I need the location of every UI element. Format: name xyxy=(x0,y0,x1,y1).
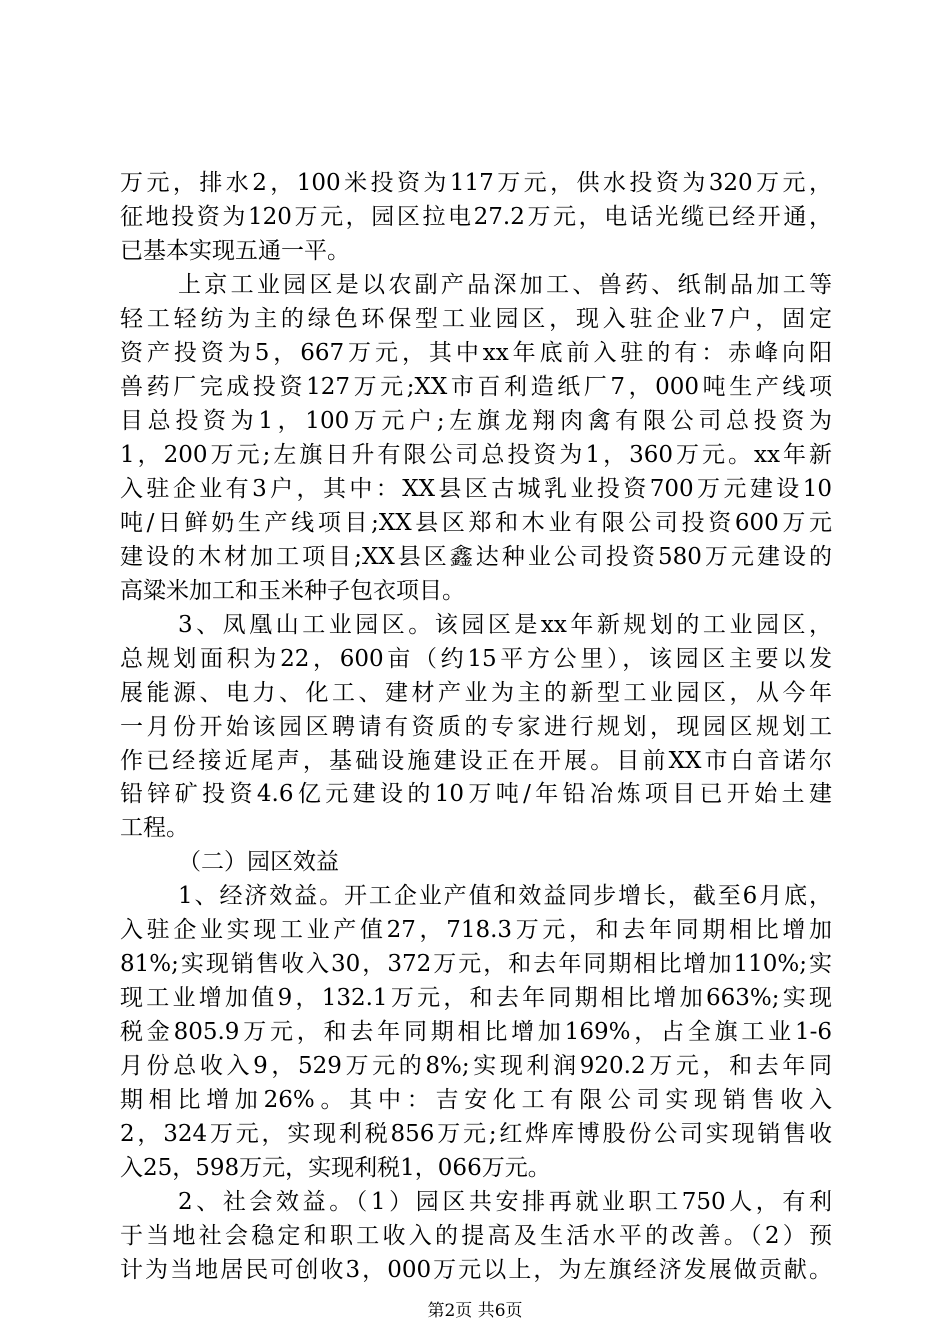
text-line-content: 吨/日鲜奶生产线项目;XX县区郑和木业有限公司投资600万元 xyxy=(120,510,832,536)
text-line-content: 1，200万元;左旗日升有限公司总投资为1，360万元。xx年新 xyxy=(120,442,832,468)
text-line xyxy=(0,641,950,677)
text-line-content: 征地投资为120万元，园区拉电27.2万元，电话光缆已经开通， xyxy=(120,204,832,230)
text-line-content: 展能源、电力、化工、建材产业为主的新型工业园区，从今年 xyxy=(120,680,832,706)
text-line xyxy=(0,912,950,948)
text-line-content: 高粱米加工和玉米种子包衣项目。 xyxy=(120,578,465,604)
text-line xyxy=(0,607,950,643)
text-line xyxy=(0,810,950,846)
text-line xyxy=(0,844,950,880)
text-line xyxy=(0,980,950,1016)
text-line xyxy=(0,1218,950,1254)
text-line-content: 兽药厂完成投资127万元;XX市百利造纸厂7，000吨生产线项 xyxy=(120,374,832,400)
text-line-content: 现工业增加值9，132.1万元，和去年同期相比增加663%;实现 xyxy=(120,985,832,1011)
text-line-content: 1、经济效益。开工企业产值和效益同步增长，截至6月底， xyxy=(178,883,832,909)
text-line-content: 建设的木材加工项目;XX县区鑫达种业公司投资580万元建设的 xyxy=(120,544,832,570)
text-line xyxy=(0,946,950,982)
text-line xyxy=(0,233,950,269)
text-line-content: 入25，598万元，实现利税1，066万元。 xyxy=(120,1155,551,1181)
text-line-content: 万元，排水2，100米投资为117万元，供水投资为320万元， xyxy=(120,170,832,196)
text-line-content: 资产投资为5，667万元，其中xx年底前入驻的有：赤峰向阳 xyxy=(120,340,832,366)
text-line-content: 入驻企业实现工业产值27，718.3万元，和去年同期相比增加 xyxy=(120,917,832,943)
text-line-content: 轻工轻纺为主的绿色环保型工业园区，现入驻企业7户，固定 xyxy=(120,306,832,332)
text-line-content: 2，324万元，实现利税856万元;红烨库博股份公司实现销售收 xyxy=(120,1121,832,1147)
text-line-content: 3、凤凰山工业园区。该园区是xx年新规划的工业园区， xyxy=(178,612,832,638)
text-line xyxy=(0,471,950,507)
text-line-content: 81%;实现销售收入30，372万元，和去年同期相比增加110%;实 xyxy=(120,951,832,977)
text-line xyxy=(0,437,950,473)
text-line xyxy=(0,301,950,337)
text-line-content: 税金805.9万元，和去年同期相比增加169%，占全旗工业1-6 xyxy=(120,1019,832,1045)
text-line xyxy=(0,1150,950,1186)
text-line xyxy=(0,1014,950,1050)
text-line xyxy=(0,675,950,711)
text-line-content: 入驻企业有3户，其中：XX县区古城乳业投资700万元建设10 xyxy=(120,476,832,502)
text-line-content: 总规划面积为22，600亩（约15平方公里），该园区主要以发 xyxy=(120,646,832,672)
text-line-content: 期相比增加26%。其中：吉安化工有限公司实现销售收入 xyxy=(120,1087,832,1113)
text-line xyxy=(0,539,950,575)
text-line xyxy=(0,1116,950,1152)
text-line xyxy=(0,1252,950,1288)
text-line xyxy=(0,573,950,609)
text-line-content: 于当地社会稳定和职工收入的提高及生活水平的改善。（2）预 xyxy=(120,1223,832,1249)
text-line xyxy=(0,165,950,201)
text-line xyxy=(0,776,950,812)
text-line xyxy=(0,267,950,303)
text-line-content: 计为当地居民可创收3，000万元以上，为左旗经济发展做贡献。 xyxy=(120,1257,832,1283)
text-line-content: （二）园区效益 xyxy=(178,849,339,875)
text-line-content: 月份总收入9，529万元的8%;实现利润920.2万元，和去年同 xyxy=(120,1053,832,1079)
text-line-content: 一月份开始该园区聘请有资质的专家进行规划，现园区规划工 xyxy=(120,714,832,740)
text-line-content: 目总投资为1，100万元户;左旗龙翔肉禽有限公司总投资为 xyxy=(120,408,832,434)
text-line xyxy=(0,1048,950,1084)
text-line-content: 工程。 xyxy=(120,815,189,841)
text-line xyxy=(0,369,950,405)
text-line xyxy=(0,335,950,371)
page-footer: 第2页 共6页 xyxy=(427,1301,523,1321)
text-line xyxy=(0,505,950,541)
text-line xyxy=(0,709,950,745)
text-line-content: 上京工业园区是以农副产品深加工、兽药、纸制品加工等 xyxy=(178,272,832,298)
text-line-content: 铅锌矿投资4.6亿元建设的10万吨/年铅冶炼项目已开始土建 xyxy=(120,781,832,807)
text-line xyxy=(0,1184,950,1220)
text-line xyxy=(0,403,950,439)
text-line xyxy=(0,878,950,914)
text-line-content: 已基本实现五通一平。 xyxy=(120,238,350,264)
text-line xyxy=(0,743,950,779)
text-line xyxy=(0,1082,950,1118)
text-line xyxy=(0,199,950,235)
text-line-content: 作已经接近尾声，基础设施建设正在开展。目前XX市白音诺尔 xyxy=(120,748,832,774)
text-line-content: 2、社会效益。（1）园区共安排再就业职工750人，有利 xyxy=(178,1189,832,1215)
